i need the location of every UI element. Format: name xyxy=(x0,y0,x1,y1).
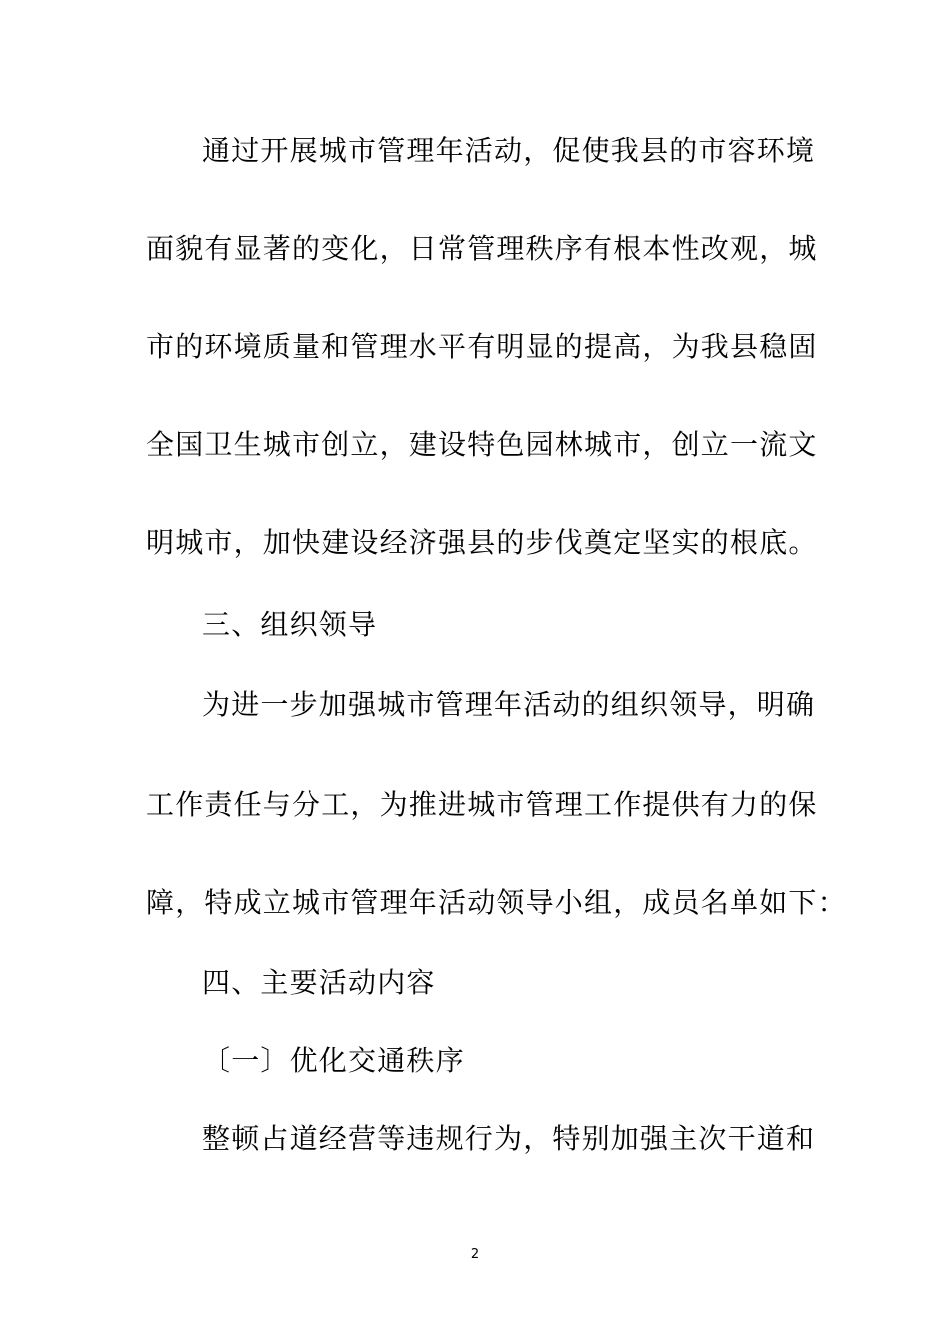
paragraph-line: 全国卫生城市创立，建设特色园林城市，创立一流文 xyxy=(146,428,818,461)
paragraph-line: 障，特成立城市管理年活动领导小组，成员名单如下： xyxy=(146,886,847,919)
subsection-heading: 〔一〕优化交通秩序 xyxy=(202,1044,465,1077)
page-number: 2 xyxy=(470,1247,480,1262)
paragraph-line: 明城市，加快建设经济强县的步伐奠定坚实的根底。 xyxy=(146,526,818,559)
paragraph-line: 为进一步加强城市管理年活动的组织领导，明确 xyxy=(202,688,816,721)
paragraph-line: 通过开展城市管理年活动，促使我县的市容环境 xyxy=(202,134,816,167)
paragraph-line: 整顿占道经营等违规行为，特别加强主次干道和 xyxy=(202,1122,816,1155)
paragraph-line: 市的环境质量和管理水平有明显的提高，为我县稳固 xyxy=(146,330,818,363)
paragraph-line: 工作责任与分工，为推进城市管理工作提供有力的保 xyxy=(146,788,818,821)
section-heading: 四、主要活动内容 xyxy=(202,966,436,999)
paragraph-line: 面貌有显著的变化，日常管理秩序有根本性改观，城 xyxy=(146,232,818,265)
section-heading: 三、组织领导 xyxy=(202,608,378,641)
